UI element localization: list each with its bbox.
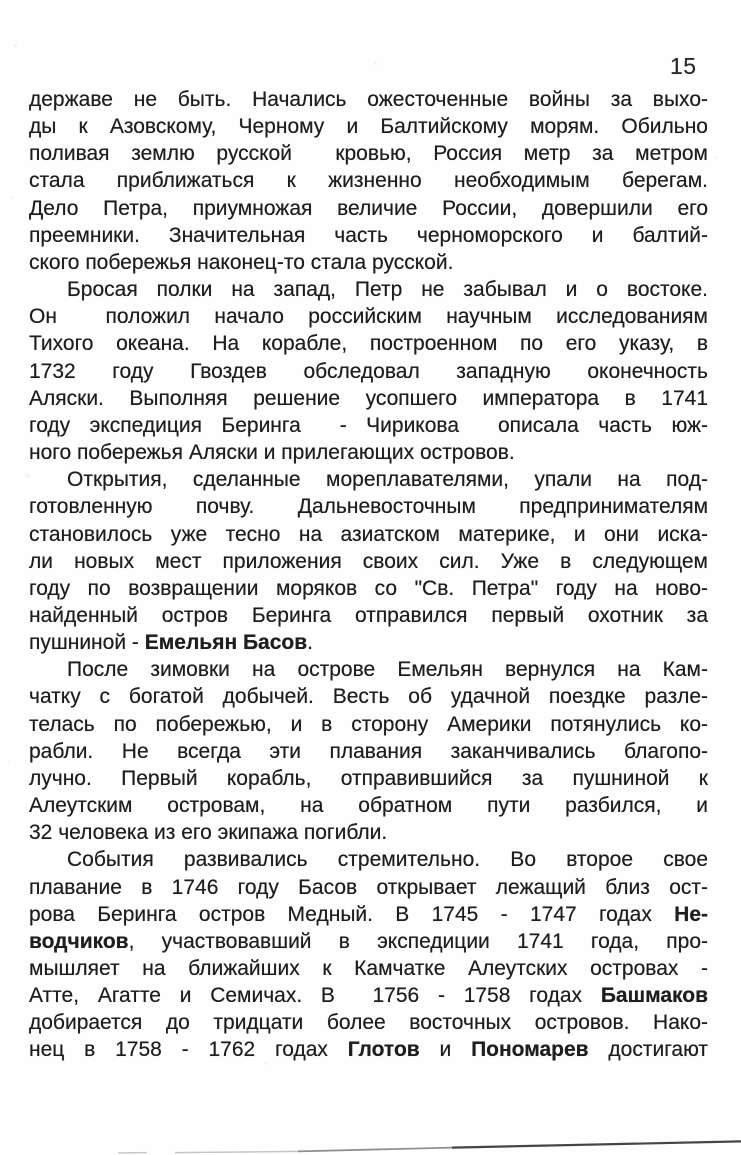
text-line (29, 358, 708, 385)
text-run: мышляет на ближайших к Камчатке Алеутских островах - (29, 957, 708, 980)
text-run: державе не быть. Начались ожесточенные войны за выхо- (29, 88, 708, 111)
text-run: рова Беринга остров Медный. В 1745 - 1747 годах (29, 902, 675, 926)
text-run: 32 человека из его экипажа погибли. (29, 821, 388, 845)
text-line (29, 629, 708, 656)
text-line (29, 140, 708, 167)
text-line (29, 493, 708, 520)
text-line (29, 765, 708, 792)
text-run: Бросая полки на запад, Петр не забывал и о востоке. (67, 278, 708, 302)
text-line (29, 466, 708, 493)
text-run: преемники. Значительная часть черноморского и балтий- (29, 223, 708, 247)
text-line (29, 901, 708, 928)
text-line (29, 86, 708, 113)
text-line (29, 330, 708, 357)
text-run: . (307, 631, 313, 655)
text-run: После зимовки на острове Емельян вернулся на Кам- (67, 658, 708, 682)
text-run: найденный остров Беринга отправился первый охотник за (29, 603, 708, 627)
text-line (29, 113, 708, 140)
text-line (29, 792, 708, 819)
text-line (29, 928, 708, 955)
text-run: готовленную почву. Дальневосточным предпринимателям (29, 495, 708, 519)
scan-noise-layer (14, 44, 17, 47)
text-line (29, 167, 708, 194)
text-line (29, 548, 708, 575)
text-run: Алеутским островам, на обратном пути разбился, и (29, 794, 708, 818)
text-run: ного побережья Аляски и прилегающих островов. (29, 441, 515, 465)
text-run: ли новых мест приложения своих сил. Уже в следующем (29, 549, 708, 573)
text-run: и (419, 1038, 472, 1062)
text-line (29, 1009, 708, 1036)
text-line (29, 656, 708, 683)
text-run: , участвовавший в экспедиции 1741 года, про- (128, 929, 708, 953)
text-block (29, 86, 708, 1064)
text-line (29, 521, 708, 548)
text-run: стала приближаться к жизненно необходимым берегам. (29, 169, 708, 193)
text-run: добирается до тридцати более восточных островов. Нако- (29, 1011, 708, 1035)
text-line (29, 874, 708, 901)
text-line (29, 955, 708, 982)
text-line (29, 738, 708, 765)
text-run: Аляски. Выполняя решение усопшего императора в 1741 (29, 386, 708, 410)
text-run: Дело Петра, приумножая величие России, довершили его (29, 196, 708, 220)
text-run: лучно. Первый корабль, отправившийся за пушниной к (29, 766, 708, 790)
text-line (29, 982, 708, 1009)
text-line (29, 1036, 708, 1063)
text-run: 1732 году Гвоздев обследовал западную оконечность (29, 359, 708, 383)
text-line (29, 303, 708, 330)
text-line (29, 439, 708, 466)
text-run: году экспедиция Беринга - Чирикова описала часть юж- (29, 413, 708, 437)
text-line (29, 249, 708, 276)
text-run: События развивались стремительно. Во второе свое (67, 848, 708, 872)
text-line (29, 683, 708, 710)
text-line (29, 819, 708, 846)
bold-name: Не- (674, 902, 708, 926)
bold-name: Глотов (347, 1038, 420, 1062)
text-run: достигают (588, 1038, 708, 1062)
text-line (29, 276, 708, 303)
text-run: телась по побережью, и в сторону Америки потянулись ко- (29, 712, 708, 736)
text-run: Открытия, сделанные мореплавателями, упали на под- (67, 468, 708, 492)
text-run: пушниной - (29, 631, 145, 655)
text-line (29, 711, 708, 738)
text-run: ды к Азовскому, Черному и Балтийскому морям. Обильно (29, 115, 708, 139)
text-run: чатку с богатой добычей. Весть об удачной поездке разле- (29, 685, 708, 709)
bold-name: водчиков (29, 929, 129, 953)
text-line (29, 222, 708, 249)
text-line (29, 412, 708, 439)
text-line (29, 575, 708, 602)
text-run: поливая землю русской кровью, Россия метр за метром (29, 142, 708, 166)
bold-name: Башмаков (600, 984, 708, 1008)
text-run: ского побережья наконец-то стала русской. (29, 250, 454, 274)
bold-name: Емельян Басов (144, 631, 308, 655)
text-run: Атте, Агатте и Семичах. В 1756 - 1758 годах (29, 984, 601, 1008)
text-run: году по возвращении моряков со "Св. Петра" году на ново- (29, 576, 708, 600)
text-run: плавание в 1746 году Басов открывает лежащий близ ост- (29, 875, 708, 899)
text-run: нец в 1758 - 1762 годах (29, 1038, 348, 1062)
text-run: Он положил начало российским научным исследованиям (29, 305, 708, 329)
text-line (29, 846, 708, 873)
text-run: рабли. Не всегда эти плавания заканчивались благопо- (29, 739, 708, 763)
page-number: 15 (670, 53, 697, 79)
text-line (29, 385, 708, 412)
text-run: Тихого океана. На корабле, построенном по его указу, в (29, 332, 708, 356)
text-run: становилось уже тесно на азиатском материке, и они иска- (29, 522, 708, 546)
bold-name: Пономарев (471, 1038, 589, 1062)
text-line (29, 602, 708, 629)
text-line (29, 195, 708, 222)
